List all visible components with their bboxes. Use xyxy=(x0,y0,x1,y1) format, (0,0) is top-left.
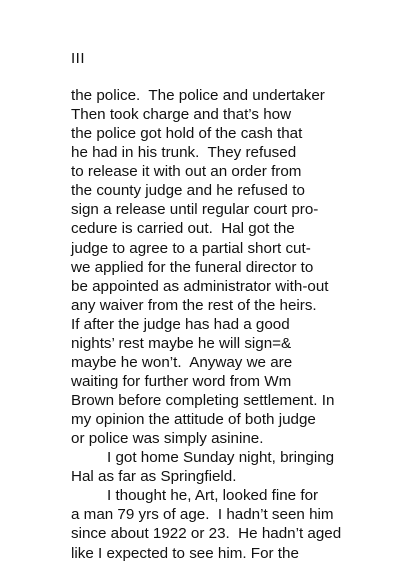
text-line: I got home Sunday night, bringing xyxy=(107,449,335,467)
text-line: judge to agree to a partial short cut- xyxy=(71,239,311,257)
text-line: nights’ rest maybe he will sign=& xyxy=(71,334,292,352)
letter-body xyxy=(71,86,403,563)
text-line: be appointed as administrator with-out xyxy=(71,277,329,295)
text-line: or police was simply asinine. xyxy=(71,430,264,448)
text-line: Then took charge and that’s how xyxy=(71,106,292,124)
text-line: any waiver from the rest of the heirs. xyxy=(71,296,317,314)
text-line: sign a release until regular court pro- xyxy=(71,201,319,219)
text-line: waiting for further word from Wm xyxy=(71,372,292,390)
page-number: III xyxy=(71,50,86,67)
text-line: the police. The police and undertaker xyxy=(71,87,325,104)
text-line: my opinion the attitude of both judge xyxy=(71,411,316,429)
text-line: Brown before completing settlement. In xyxy=(71,392,335,409)
text-line: a man 79 yrs of age. I hadn’t seen him xyxy=(71,506,334,524)
text-line: we applied for the funeral director to xyxy=(71,258,314,276)
text-line: the police got hold of the cash that xyxy=(71,125,303,143)
text-line: Hal as far as Springfield. xyxy=(71,468,237,486)
text-line: the county judge and he refused to xyxy=(71,182,305,200)
text-line: he had in his trunk. They refused xyxy=(71,144,297,162)
text-line: maybe he won’t. Anyway we are xyxy=(71,353,293,371)
text-line: I thought he, Art, looked fine for xyxy=(107,487,319,505)
text-line: If after the judge has had a good xyxy=(71,315,290,333)
text-line: like I expected to see him. For the xyxy=(71,544,299,562)
text-line: to release it with out an order from xyxy=(71,163,302,181)
text-line: cedure is carried out. Hal got the xyxy=(71,220,295,238)
text-line: since about 1922 or 23. He hadn’t aged xyxy=(71,525,342,543)
